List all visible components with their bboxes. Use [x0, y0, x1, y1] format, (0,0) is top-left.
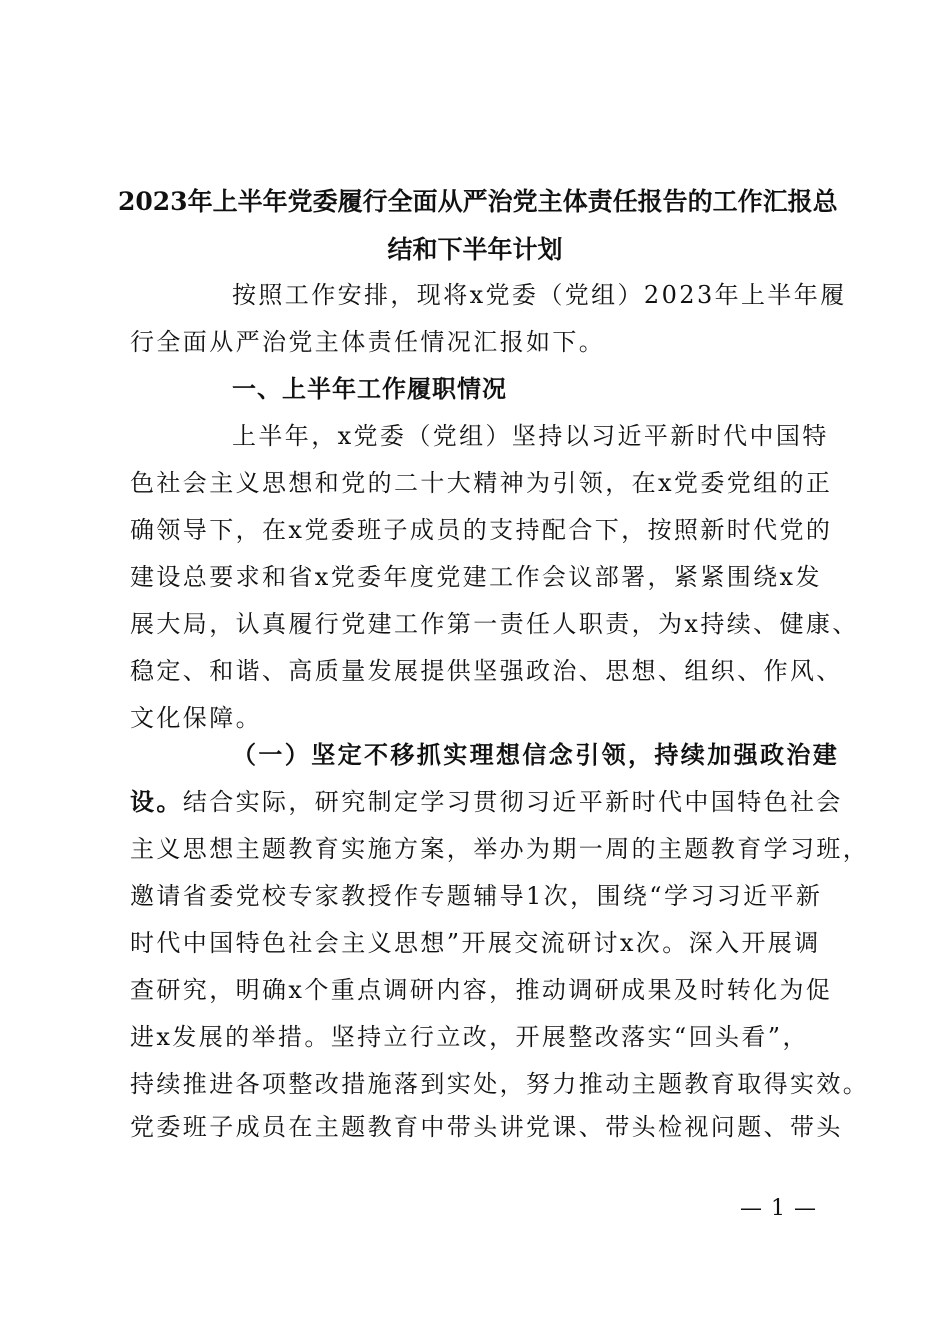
- subsection-1-paragraph-line: 时代中国特色社会主义思想”开展交流研讨x次。深入开展调: [130, 929, 821, 957]
- document-title-line-2: 结和下半年计划: [387, 235, 563, 264]
- page-number: — 1 —: [740, 1196, 817, 1221]
- section-1-paragraph-line: 色社会主义思想和党的二十大精神为引领，在x党委党组的正: [130, 469, 833, 497]
- subsection-1-paragraph-line: [130, 785, 843, 819]
- section-1-paragraph-line: 展大局，认真履行党建工作第一责任人职责，为x持续、健康、: [130, 610, 859, 638]
- subsection-1-paragraph-line: 查研究，明确x个重点调研内容，推动调研成果及时转化为促: [130, 976, 833, 1004]
- subsection-1-heading: （一）坚定不移抓实理想信念引领，持续加强政治建: [232, 740, 840, 769]
- subsection-1-text: 结合实际，研究制定学习贯彻习近平新时代中国特色社会: [182, 788, 843, 816]
- section-1-heading: 一、上半年工作履职情况: [232, 375, 507, 403]
- section-1-paragraph-line: 上半年，x党委（党组）坚持以习近平新时代中国特: [232, 422, 829, 450]
- intro-paragraph-line-2: 行全面从严治党主体责任情况汇报如下。: [130, 328, 606, 356]
- subsection-1-paragraph-line: 持续推进各项整改措施落到实处，努力推动主题教育取得实效。: [130, 1070, 870, 1098]
- subsection-1-paragraph-line: 邀请省委党校专家教授作专题辅导1次，围绕“学习习近平新: [130, 882, 823, 910]
- document-title-line-1: 2023年上半年党委履行全面从严治党主体责任报告的工作汇报总: [118, 187, 838, 216]
- section-1-paragraph-line: 稳定、和谐、高质量发展提供坚强政治、思想、组织、作风、: [130, 657, 843, 685]
- intro-paragraph-line-1: 按照工作安排，现将x党委（党组）2023年上半年履: [232, 281, 847, 309]
- subsection-1-paragraph-line: 主义思想主题教育实施方案，举办为期一周的主题教育学习班，: [130, 835, 870, 863]
- subsection-1-heading-end: 设。: [130, 787, 183, 816]
- section-1-paragraph-line: 文化保障。: [130, 704, 262, 732]
- section-1-paragraph-line: 确领导下，在x党委班子成员的支持配合下，按照新时代党的: [130, 516, 833, 544]
- subsection-1-paragraph-line: 党委班子成员在主题教育中带头讲党课、带头检视问题、带头: [130, 1113, 843, 1141]
- subsection-1-paragraph-line: 进x发展的举措。坚持立行立改，开展整改落实“回头看”，: [130, 1023, 809, 1051]
- section-1-paragraph-line: 建设总要求和省x党委年度党建工作会议部署，紧紧围绕x发: [130, 563, 822, 591]
